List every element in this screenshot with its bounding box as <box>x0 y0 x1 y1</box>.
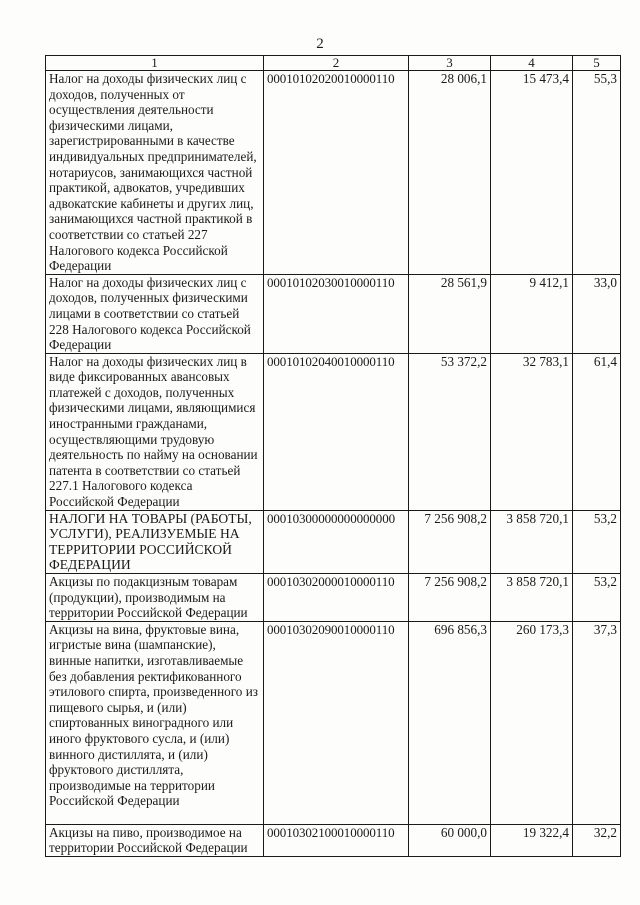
plan-value-cell: 7 256 908,2 <box>409 574 491 622</box>
actual-value-cell: 9 412,1 <box>491 274 573 353</box>
plan-value-cell: 7 256 908,2 <box>409 510 491 573</box>
plan-value-cell: 53 372,2 <box>409 353 491 510</box>
income-name-cell: Налог на доходы физических лиц с доходов, полученных физическими лицами в соответствии со статьей 228 Налогового кодекса Российской Федерации <box>46 274 264 353</box>
percent-cell: 33,0 <box>573 274 621 353</box>
plan-value-cell: 696 856,3 <box>409 621 491 824</box>
income-name-cell: НАЛОГИ НА ТОВАРЫ (РАБОТЫ, УСЛУГИ), РЕАЛИЗУЕМЫЕ НА ТЕРРИТОРИИ РОССИЙСКОЙ ФЕДЕРАЦИИ <box>46 510 264 573</box>
column-header: 4 <box>491 56 573 71</box>
percent-cell: 61,4 <box>573 353 621 510</box>
actual-value-cell: 32 783,1 <box>491 353 573 510</box>
percent-cell: 53,2 <box>573 510 621 573</box>
percent-cell: 55,3 <box>573 71 621 275</box>
column-header: 1 <box>46 56 264 71</box>
budget-code-cell: 00010302090010000110 <box>264 621 409 824</box>
budget-code-cell: 00010102020010000110 <box>264 71 409 275</box>
income-name-cell: Акцизы по подакцизным товарам (продукции), производимым на территории Российской Федерации <box>46 574 264 622</box>
actual-value-cell: 260 173,3 <box>491 621 573 824</box>
budget-code-cell: 00010302000010000110 <box>264 574 409 622</box>
table-row <box>46 621 621 824</box>
income-name-cell: Акцизы на пиво, производимое на территории Российской Федерации <box>46 824 264 856</box>
column-header: 2 <box>264 56 409 71</box>
percent-cell: 53,2 <box>573 574 621 622</box>
income-name-cell: Налог на доходы физических лиц в виде фиксированных авансовых платежей с доходов, полученных физическими лицами, являющимися иностранными гражданами, осуществляющими трудовую деятельность по найму на основании патента в соответствии со статьей 227.1 Налогового кодекса Российской Федерации <box>46 353 264 510</box>
actual-value-cell: 15 473,4 <box>491 71 573 275</box>
table-row <box>46 574 621 622</box>
table-row <box>46 510 621 573</box>
budget-code-cell: 00010302100010000110 <box>264 824 409 856</box>
table-row <box>46 353 621 510</box>
budget-code-cell: 00010300000000000000 <box>264 510 409 573</box>
percent-cell: 37,3 <box>573 621 621 824</box>
actual-value-cell: 19 322,4 <box>491 824 573 856</box>
column-header: 5 <box>573 56 621 71</box>
column-header: 3 <box>409 56 491 71</box>
plan-value-cell: 60 000,0 <box>409 824 491 856</box>
income-name-cell: Налог на доходы физических лиц с доходов, полученных от осуществления деятельности физическими лицами, зарегистрированными в качестве индивидуальных предпринимателей, нотариусов, занимающихся частной практикой, адвокатов, учредивших адвокатские кабинеты и других лиц, занимающихся частной практикой в соответствии со статьей 227 Налогового кодекса Российской Федерации <box>46 71 264 275</box>
page-number: 2 <box>316 36 324 52</box>
budget-table <box>45 55 621 857</box>
plan-value-cell: 28 561,9 <box>409 274 491 353</box>
table-row <box>46 824 621 856</box>
actual-value-cell: 3 858 720,1 <box>491 574 573 622</box>
table-header-row <box>46 56 621 71</box>
table-row <box>46 71 621 275</box>
actual-value-cell: 3 858 720,1 <box>491 510 573 573</box>
plan-value-cell: 28 006,1 <box>409 71 491 275</box>
table-row <box>46 274 621 353</box>
budget-code-cell: 00010102040010000110 <box>264 353 409 510</box>
budget-code-cell: 00010102030010000110 <box>264 274 409 353</box>
income-name-cell: Акцизы на вина, фруктовые вина, игристые вина (шампанские), винные напитки, изготавливаемые без добавления ректификованного этилового спирта, произведенного из пищевого сырья, и (или) спиртованных виноградного или иного фруктового сусла, и (или) винного дистиллята, и (или) фруктового дистиллята, производимые на территории Российской Федерации <box>46 621 264 824</box>
percent-cell: 32,2 <box>573 824 621 856</box>
